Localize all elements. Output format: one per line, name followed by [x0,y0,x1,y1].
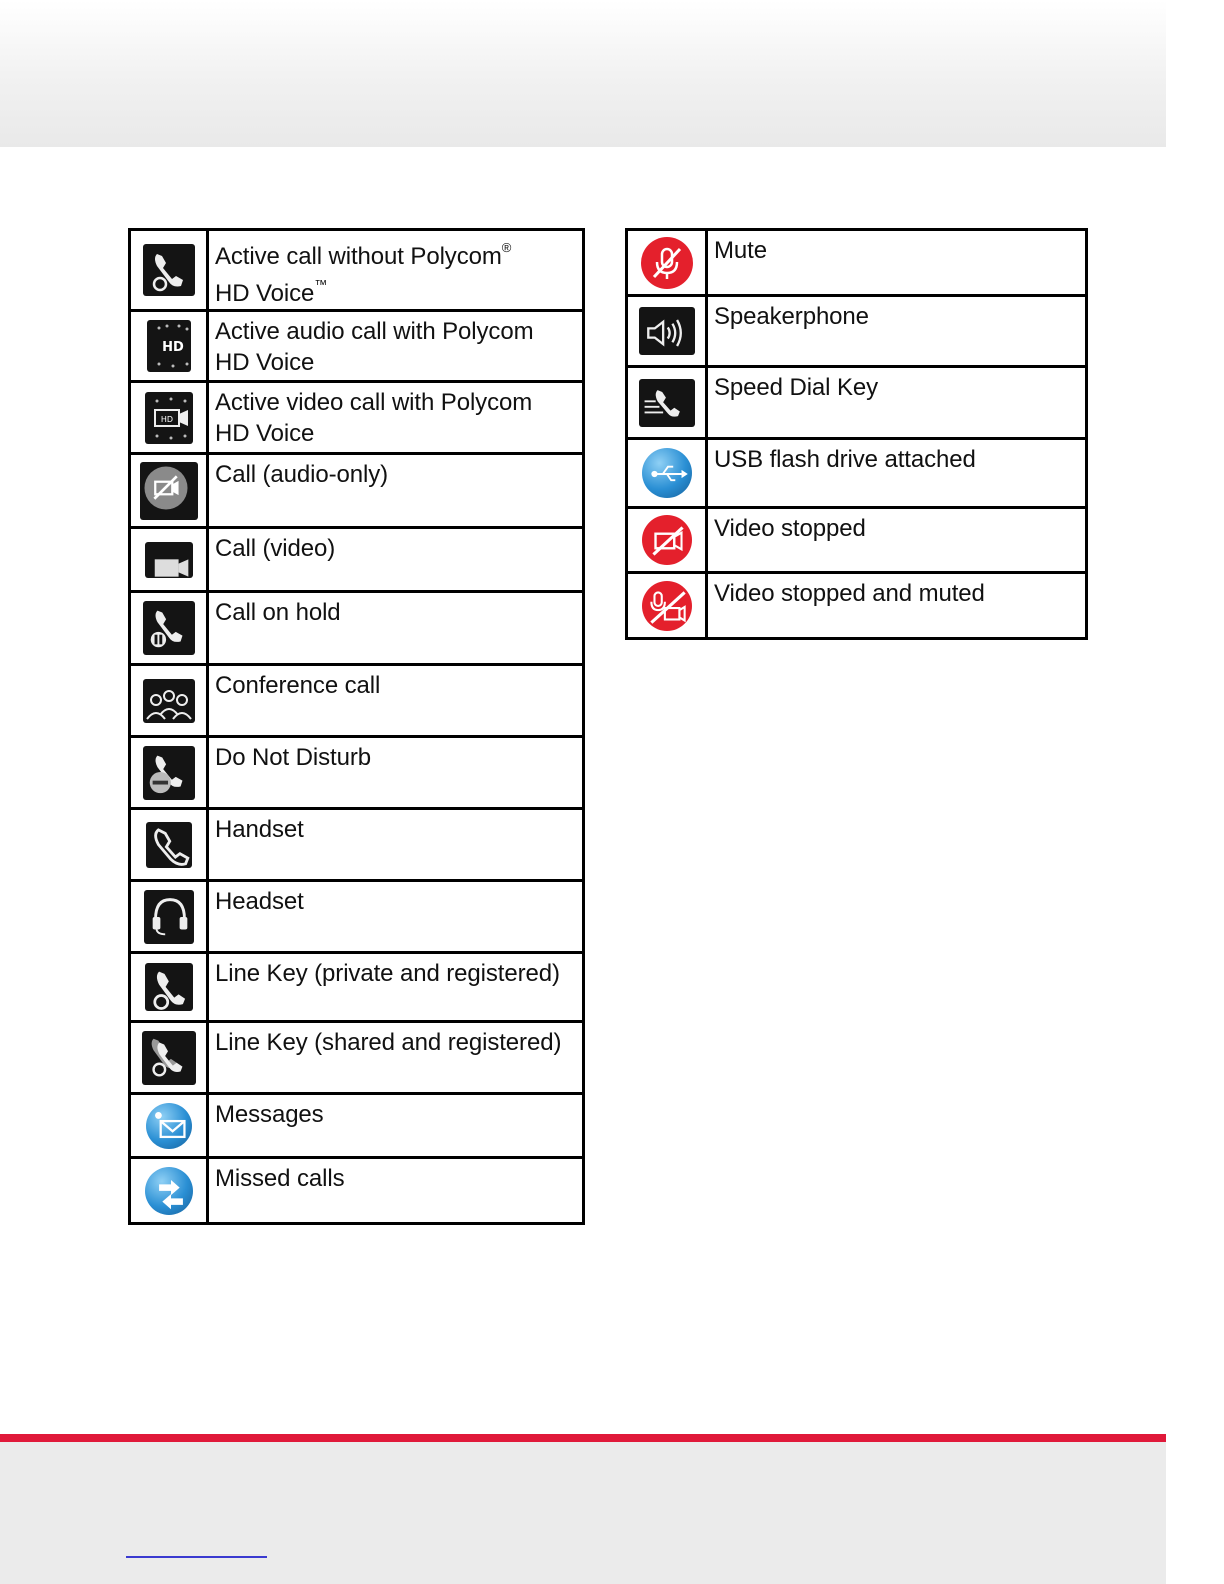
icon-label: Mute [707,230,1087,296]
headset-icon [144,890,194,944]
svg-text:HD: HD [161,340,184,355]
icon-label: Speakerphone [707,296,1087,367]
footer-link-underline[interactable] [126,1556,267,1558]
table-row [130,809,584,881]
icon-cell [627,439,707,508]
speed-dial-icon [639,379,695,427]
icon-cell [130,809,208,881]
usb-icon [642,448,692,498]
icon-cell [130,665,208,737]
video-stopped-icon [642,515,692,565]
table-row [627,367,1087,439]
icon-label: Do Not Disturb [208,737,584,809]
do-not-disturb-icon [143,746,195,800]
table-row [130,1158,584,1224]
icon-cell [130,1022,208,1094]
icon-cell [130,230,208,311]
table-row [130,953,584,1022]
speakerphone-icon [639,307,695,355]
icon-cell [627,508,707,573]
icon-label: Messages [208,1094,584,1158]
icon-label: Video stopped and muted [707,573,1087,639]
icon-cell [130,454,208,528]
icon-label: Conference call [208,665,584,737]
icon-label: Active video call with Polycom HD Voice [208,382,584,454]
icon-cell [130,1158,208,1224]
icon-cell [130,528,208,592]
table-row [130,528,584,592]
icon-table-left [128,228,585,1225]
hd-video-call-icon [145,392,193,444]
table-row [130,881,584,953]
table-row [627,439,1087,508]
hd-audio-call-icon [147,320,191,372]
footer-band [0,1442,1166,1584]
icon-label: Line Key (private and registered) [208,953,584,1022]
table-row [627,230,1087,296]
table-row [130,665,584,737]
footer-accent-rule [0,1434,1166,1442]
table-row [627,508,1087,573]
icon-cell [627,230,707,296]
icon-cell [627,296,707,367]
mute-icon [641,237,693,289]
icon-cell [130,737,208,809]
line-key-private-icon [145,963,193,1011]
icon-label: USB flash drive attached [707,439,1087,508]
icon-table-right [625,228,1088,640]
table-row [627,573,1087,639]
line-key-shared-icon [142,1031,196,1085]
icon-label: Handset [208,809,584,881]
icon-cell [130,1094,208,1158]
icon-label: Call (audio-only) [208,454,584,528]
table-row [130,1094,584,1158]
icon-label: Active audio call with Polycom HD Voice [208,311,584,382]
icon-cell [627,367,707,439]
svg-text:HD: HD [160,414,173,424]
table-row [627,296,1087,367]
audio-only-call-icon [140,462,198,520]
header-band [0,0,1166,147]
conference-call-icon [143,679,195,723]
handset-icon [146,822,192,868]
table-row [130,737,584,809]
icon-label: Line Key (shared and registered) [208,1022,584,1094]
video-stopped-muted-icon [642,581,692,631]
table-row [130,230,584,311]
table-row [130,454,584,528]
icon-label: Call (video) [208,528,584,592]
call-on-hold-icon [143,601,195,655]
missed-calls-icon [145,1167,193,1215]
icon-label: Video stopped [707,508,1087,573]
table-row [130,1022,584,1094]
icon-label: Headset [208,881,584,953]
icon-label: Speed Dial Key [707,367,1087,439]
table-row [130,382,584,454]
table-row [130,311,584,382]
video-call-icon [145,542,193,578]
icon-cell [130,382,208,454]
icon-cell [130,953,208,1022]
icon-cell [130,592,208,665]
icon-cell [130,311,208,382]
messages-icon [146,1103,192,1149]
table-row [130,592,584,665]
active-call-icon [143,244,195,296]
icon-label: Call on hold [208,592,584,665]
icon-label: Missed calls [208,1158,584,1224]
icon-cell [130,881,208,953]
icon-label: Active call without Polycom® HD Voice™ [208,230,584,311]
icon-cell [627,573,707,639]
